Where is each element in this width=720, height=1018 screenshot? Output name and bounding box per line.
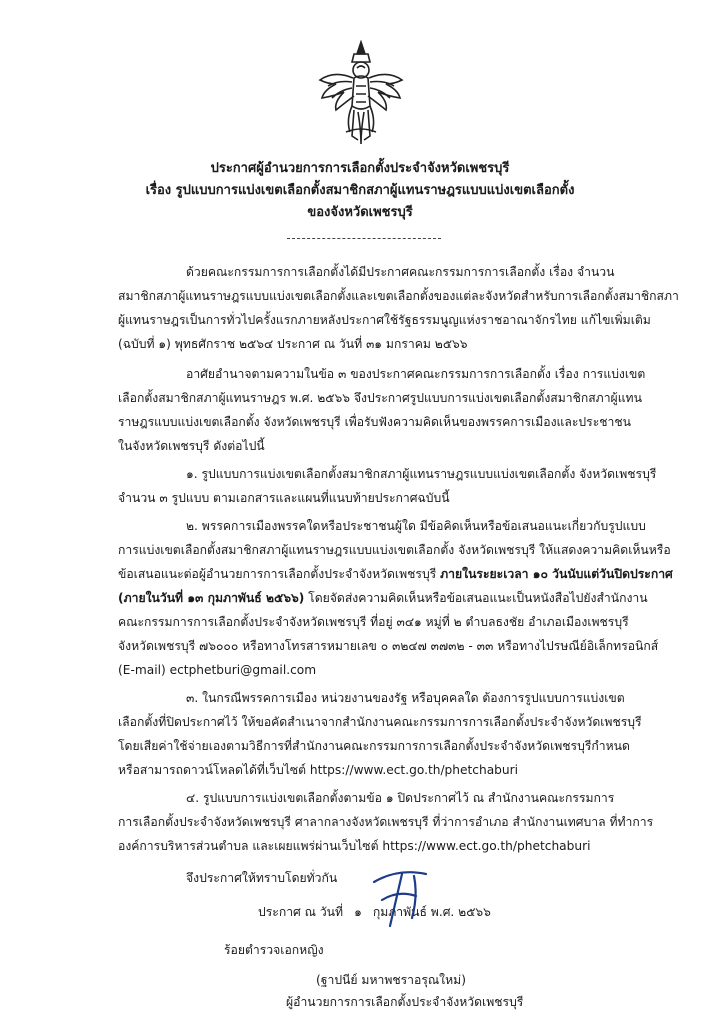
p4-line: การแบ่งเขตเลือกตั้งสมาชิกสภาผู้แทนราษฎรแบบแบ่งเขตเลือกตั้ง จังหวัดเพชรบุรี ให้แสดงความคิดเห็นหรือ (118, 543, 671, 557)
p5-line: เลือกตั้งที่ปิดประกาศไว้ ให้ขอคัดสำเนาจากสำนักงานคณะกรรมการการเลือกตั้งประจำจังหวัดเพชรบุรี (118, 715, 642, 729)
p6-line: การเลือกตั้งประจำจังหวัดเพชรบุรี ศาลากลางจังหวัดเพชรบุรี ที่ว่าการอำเภอ สำนักงานเทศบาล ที่ทำการ (118, 815, 654, 829)
p1-line: ผู้แทนราษฎรเป็นการทั่วไปครั้งแรกภายหลังประกาศใช้รัฐธรรมนูญแห่งราชอาณาจักรไทย แก้ไขเพิ่มเติม (118, 313, 651, 327)
p2-line: เลือกตั้งสมาชิกสภาผู้แทนราษฎร พ.ศ. ๒๕๖๖ จึงประกาศรูปแบบการแบ่งเขตเลือกตั้งสมาชิกสภาผู้แทน (118, 391, 642, 405)
deadline-text: ภายในระยะเวลา ๑๐ วันนับแต่วันปิดประกาศ (440, 567, 673, 581)
date-month-year: กุมภาพันธ์ พ.ศ. ๒๕๖๖ (372, 905, 491, 919)
deadline-date: (ภายในวันที่ ๑๓ กุมภาพันธ์ ๒๕๖๖) (118, 591, 305, 605)
title-line-3: ของจังหวัดเพชรบุรี (307, 205, 413, 220)
p5-url-line: หรือสามารถดาวน์โหลดได้ที่เว็บไซต์ https://www.ect.go.th/phetchaburi (118, 763, 519, 777)
closing-text: จึงประกาศให้ทราบโดยทั่วกัน (186, 871, 338, 885)
p4-line: จังหวัดเพชรบุรี ๗๖๐๐๐ หรือทางโทรสารหมายเลข ๐ ๓๒๔๗ ๓๗๓๒ - ๓๓ หรือทางไปรษณีย์อิเล็กทรอนิกส์ (118, 639, 659, 653)
p6-url-line: องค์การบริหารส่วนตำบล และเผยแพร่ผ่านเว็บไซต์ https://www.ect.go.th/phetchaburi (118, 839, 591, 853)
p4-line (118, 590, 648, 606)
title-divider (287, 238, 441, 239)
p2-line: อาศัยอำนาจตามความในข้อ ๓ ของประกาศคณะกรรมการการเลือกตั้ง เรื่อง การแบ่งเขต (186, 367, 646, 381)
p1-line: ด้วยคณะกรรมการการเลือกตั้งได้มีประกาศคณะกรรมการการเลือกตั้ง เรื่อง จำนวน (186, 265, 615, 279)
p3-line: ๑. รูปแบบการแบ่งเขตเลือกตั้งสมาชิกสภาผู้แทนราษฎรแบบแบ่งเขตเลือกตั้ง จังหวัดเพชรบุรี (186, 467, 657, 481)
title-line-2: เรื่อง รูปแบบการแบ่งเขตเลือกตั้งสมาชิกสภาผู้แทนราษฎรแบบแบ่งเขตเลือกตั้ง (145, 183, 575, 198)
p5-line: โดยเสียค่าใช้จ่ายเองตามวิธีการที่สำนักงานคณะกรรมการการเลือกตั้งประจำจังหวัดเพชรบุรีกำหนด (118, 739, 630, 753)
p4-line: ๒. พรรคการเมืองพรรคใดหรือประชาชนผู้ใด มีข้อคิดเห็นหรือข้อเสนอแนะเกี่ยวกับรูปแบบ (186, 519, 646, 533)
signer-position: ผู้อำนวยการการเลือกตั้งประจำจังหวัดเพชรบุรี (286, 995, 524, 1009)
garuda-emblem-icon (316, 40, 406, 148)
p5-line: ๓. ในกรณีพรรคการเมือง หน่วยงานของรัฐ หรือบุคคลใด ต้องการรูปแบบการแบ่งเขต (186, 691, 625, 705)
p4-text: โดยจัดส่งความคิดเห็นหรือข้อเสนอแนะเป็นหนังสือไปยังสำนักงาน (304, 591, 648, 605)
date-prefix: ประกาศ ณ วันที่ (258, 905, 344, 919)
date-day: ๑ (354, 905, 362, 919)
p4-line: คณะกรรมการการเลือกตั้งประจำจังหวัดเพชรบุรี ที่อยู่ ๓๔๑ หมู่ที่ ๒ ตำบลธงชัย อำเภอเมืองเพชรบุรี (118, 615, 629, 629)
p4-line (118, 566, 673, 582)
p1-line: (ฉบับที่ ๑) พุทธศักราช ๒๕๖๔ ประกาศ ณ วันที่ ๓๑ มกราคม ๒๕๖๖ (118, 337, 468, 351)
email-line: (E-mail) ectphetburi@gmail.com (118, 663, 317, 677)
title-line-1: ประกาศผู้อำนวยการการเลือกตั้งประจำจังหวัดเพชรบุรี (210, 161, 510, 176)
p3-line: จำนวน ๓ รูปแบบ ตามเอกสารและแผนที่แนบท้ายประกาศฉบับนี้ (118, 491, 450, 505)
p1-line: สมาชิกสภาผู้แทนราษฎรแบบแบ่งเขตเลือกตั้งและเขตเลือกตั้งของแต่ละจังหวัดสำหรับการเลือกตั้งสมาชิกสภา (118, 289, 679, 303)
signer-name: (ฐาปนีย์ มหาพชราอรุณใหม่) (316, 973, 466, 987)
p2-line: ราษฎรแบบแบ่งเขตเลือกตั้ง จังหวัดเพชรบุรี เพื่อรับฟังความคิดเห็นของพรรคการเมืองและประชาชน (118, 415, 631, 429)
handwritten-signature (368, 860, 448, 930)
p6-line: ๔. รูปแบบการแบ่งเขตเลือกตั้งตามข้อ ๑ ปิดประกาศไว้ ณ สำนักงานคณะกรรมการ (186, 791, 615, 805)
signer-rank: ร้อยตำรวจเอกหญิง (224, 943, 324, 957)
p2-line: ในจังหวัดเพชรบุรี ดังต่อไปนี้ (118, 439, 265, 453)
p4-text: ข้อเสนอแนะต่อผู้อำนวยการการเลือกตั้งประจำจังหวัดเพชรบุรี (118, 567, 441, 581)
